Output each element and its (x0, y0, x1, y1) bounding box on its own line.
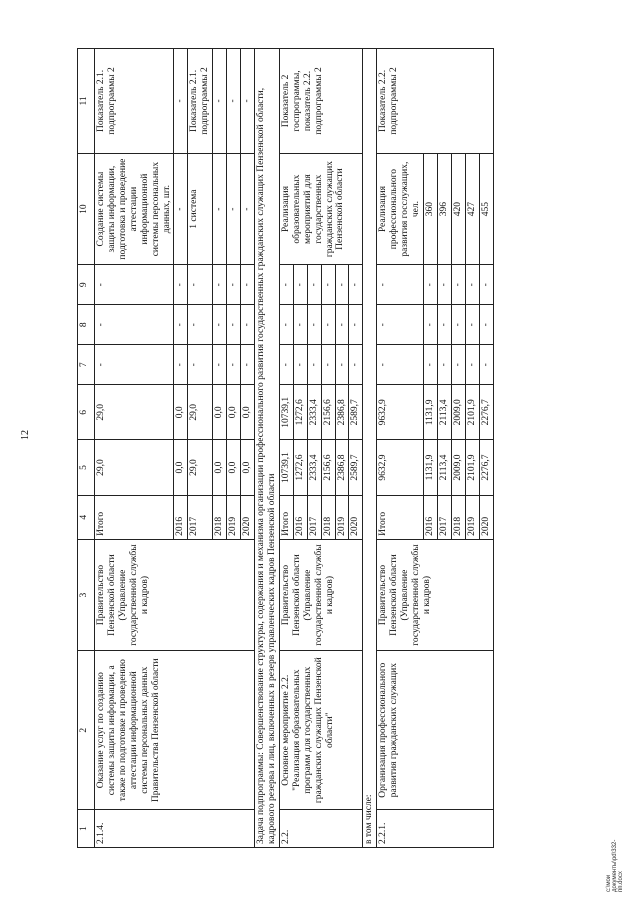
value-cell: - (377, 305, 424, 345)
year-cell: 2019 (227, 495, 241, 539)
value-cell: - (349, 305, 363, 345)
value-cell: - (465, 345, 479, 385)
value-cell: 2113,4 (437, 385, 451, 440)
value-cell: 2156,6 (321, 385, 335, 440)
year-cell: Итого (279, 495, 293, 539)
task-row (254, 49, 279, 848)
col-header-8: 8 (78, 305, 95, 345)
value-cell: - (279, 305, 293, 345)
reference-cell: Показатель 2.1. подпрограммы 2 (188, 49, 213, 154)
value-cell: 2009,0 (451, 385, 465, 440)
value-cell: 2276,7 (479, 385, 493, 440)
indicator-cell: 427 (465, 153, 479, 264)
year-cell: 2017 (437, 495, 451, 539)
item-executor: Правительство Пензенской области (Управление государственной службы и кадров) (279, 539, 363, 650)
indicator-cell: 420 (451, 153, 465, 264)
indicator-cell: - (174, 153, 188, 264)
indicator-cell: - (227, 153, 241, 264)
indicator-cell: - (241, 153, 255, 264)
value-cell: - (241, 305, 255, 345)
reference-cell: - (174, 49, 188, 154)
indicator-cell: Реализация профессионального развития госслужащих, чел. (377, 153, 424, 264)
reference-cell: Показатель 2.2. подпрограммы 2 (377, 49, 493, 154)
value-cell: 2589,7 (349, 385, 363, 440)
item-name: Оказание услуг по созданию системы защиты информации, а также по подготовке и проведению аттестации информационной системы персональных данных Правительства Пензенской области (95, 651, 255, 810)
value-cell: - (227, 345, 241, 385)
item-number: 2.1.4. (95, 810, 255, 848)
col-header-11: 11 (78, 49, 95, 154)
value-cell: - (293, 305, 307, 345)
value-cell: 2101,9 (465, 385, 479, 440)
value-cell: - (479, 265, 493, 305)
value-cell: - (279, 265, 293, 305)
reference-cell: Показатель 2.1. подпрограммы 2 (95, 49, 174, 154)
value-cell: - (335, 265, 349, 305)
value-cell: - (174, 345, 188, 385)
value-cell: - (321, 345, 335, 385)
value-cell: - (279, 345, 293, 385)
indicator-cell: Реализация образовательных мероприятий для государственных гражданских служащих Пензенской области (279, 153, 363, 264)
value-cell: 29,0 (188, 440, 213, 495)
value-cell: 2386,8 (335, 385, 349, 440)
item-number: 2.2.1. (377, 810, 493, 848)
indicator-cell: 396 (437, 153, 451, 264)
value-cell: 2589,7 (349, 440, 363, 495)
value-cell: - (465, 265, 479, 305)
value-cell: 1272,6 (293, 385, 307, 440)
value-cell: - (188, 305, 213, 345)
value-cell: - (241, 345, 255, 385)
year-cell: 2019 (465, 495, 479, 539)
value-cell: 2156,6 (321, 440, 335, 495)
value-cell: - (451, 345, 465, 385)
value-cell: - (227, 265, 241, 305)
value-cell: - (437, 265, 451, 305)
including-label: в том числе: (363, 49, 377, 848)
value-cell: 1272,6 (293, 440, 307, 495)
value-cell: 2386,8 (335, 440, 349, 495)
value-cell: - (479, 345, 493, 385)
value-cell: 29,0 (95, 385, 174, 440)
value-cell: 0,0 (174, 385, 188, 440)
value-cell: 1131,9 (423, 440, 437, 495)
year-cell: 2018 (213, 495, 227, 539)
value-cell: - (227, 305, 241, 345)
year-cell: 2020 (349, 495, 363, 539)
value-cell: - (479, 305, 493, 345)
indicator-cell: 455 (479, 153, 493, 264)
value-cell: 2333,4 (307, 385, 321, 440)
value-cell: - (335, 345, 349, 385)
value-cell: 0,0 (213, 385, 227, 440)
value-cell: - (95, 305, 174, 345)
subprogram-task: Задача подпрограммы: Совершенствование структуры, содержания и механизма организации профессионального развития государственных гражданских служащих Пензенской области, кадрового резерва и лиц, включенных в резерв управленческих кадров Пензенской области (254, 49, 279, 848)
value-cell: - (451, 265, 465, 305)
value-cell: - (174, 265, 188, 305)
value-cell: 0,0 (213, 440, 227, 495)
value-cell: - (241, 265, 255, 305)
value-cell: - (307, 265, 321, 305)
item-number: 2.2. (279, 810, 363, 848)
indicator-cell: - (213, 153, 227, 264)
value-cell: - (451, 305, 465, 345)
value-cell: - (95, 265, 174, 305)
value-cell: - (188, 265, 213, 305)
year-cell: 2019 (335, 495, 349, 539)
table-row (377, 49, 424, 848)
value-cell: - (213, 265, 227, 305)
year-cell: Итого (377, 495, 424, 539)
value-cell: 2333,4 (307, 440, 321, 495)
value-cell: 2276,7 (479, 440, 493, 495)
value-cell: 9632,9 (377, 440, 424, 495)
reference-cell: - (241, 49, 255, 154)
value-cell: - (321, 265, 335, 305)
program-table (77, 48, 494, 848)
value-cell: 29,0 (188, 385, 213, 440)
value-cell: 10739,1 (279, 385, 293, 440)
year-cell: 2018 (321, 495, 335, 539)
year-cell: 2017 (307, 495, 321, 539)
value-cell: - (293, 265, 307, 305)
value-cell: - (437, 345, 451, 385)
value-cell: 10739,1 (279, 440, 293, 495)
item-name: Организация профессионального развития гражданских служащих (377, 651, 493, 810)
col-header-5: 5 (78, 440, 95, 495)
value-cell: 1131,9 (423, 385, 437, 440)
value-cell: 29,0 (95, 440, 174, 495)
value-cell: 2101,9 (465, 440, 479, 495)
col-header-7: 7 (78, 345, 95, 385)
value-cell: - (437, 305, 451, 345)
value-cell: 2113,4 (437, 440, 451, 495)
col-header-9: 9 (78, 265, 95, 305)
year-cell: 2020 (241, 495, 255, 539)
col-header-1: 1 (78, 810, 95, 848)
value-cell: 0,0 (241, 440, 255, 495)
value-cell: - (335, 305, 349, 345)
year-cell: Итого (95, 495, 174, 539)
value-cell: 0,0 (174, 440, 188, 495)
value-cell: 9632,9 (377, 385, 424, 440)
file-path-footer: c:\мои документы\pd\332-пп.docx (606, 839, 624, 892)
indicator-cell: Создание системы защиты информации, подготовка и проведение аттестации информационной системы персональных данных, шт. (95, 153, 174, 264)
value-cell: - (307, 305, 321, 345)
table-row (95, 49, 174, 848)
col-header-3: 3 (78, 539, 95, 650)
value-cell: 0,0 (227, 440, 241, 495)
year-cell: 2016 (174, 495, 188, 539)
reference-cell: Показатель 2 госпрограммы, показатель 2.2. подпрограммы 2 (279, 49, 363, 154)
value-cell: - (293, 345, 307, 385)
header-row (78, 49, 95, 848)
value-cell: - (213, 345, 227, 385)
col-header-10: 10 (78, 153, 95, 264)
col-header-6: 6 (78, 385, 95, 440)
value-cell: - (423, 345, 437, 385)
value-cell: 0,0 (241, 385, 255, 440)
value-cell: - (377, 345, 424, 385)
value-cell: 2009,0 (451, 440, 465, 495)
value-cell: - (95, 345, 174, 385)
value-cell: - (213, 305, 227, 345)
year-cell: 2018 (451, 495, 465, 539)
value-cell: - (174, 305, 188, 345)
reference-cell: - (213, 49, 227, 154)
col-header-4: 4 (78, 495, 95, 539)
col-header-2: 2 (78, 651, 95, 810)
value-cell: 0,0 (227, 385, 241, 440)
value-cell: - (307, 345, 321, 385)
year-cell: 2020 (479, 495, 493, 539)
reference-cell: - (227, 49, 241, 154)
value-cell: - (349, 265, 363, 305)
year-cell: 2016 (423, 495, 437, 539)
indicator-cell: 1 система (188, 153, 213, 264)
year-cell: 2017 (188, 495, 213, 539)
item-executor: Правительство Пензенской области (Управление государственной службы и кадров) (377, 539, 493, 650)
rotated-table-page (77, 48, 637, 848)
item-name: Основное мероприятие 2.2. "Реализация образовательных программ для государственных гражданских служащих Пензенской области" (279, 651, 363, 810)
item-executor: Правительство Пензенской области (Управление государственной службы и кадров) (95, 539, 255, 650)
value-cell: - (321, 305, 335, 345)
value-cell: - (188, 345, 213, 385)
table-row (279, 49, 293, 848)
value-cell: - (465, 305, 479, 345)
page-number: 12 (20, 430, 31, 440)
value-cell: - (377, 265, 424, 305)
value-cell: - (349, 345, 363, 385)
indicator-cell: 360 (423, 153, 437, 264)
value-cell: - (423, 305, 437, 345)
including-row (363, 49, 377, 848)
value-cell: - (423, 265, 437, 305)
year-cell: 2016 (293, 495, 307, 539)
